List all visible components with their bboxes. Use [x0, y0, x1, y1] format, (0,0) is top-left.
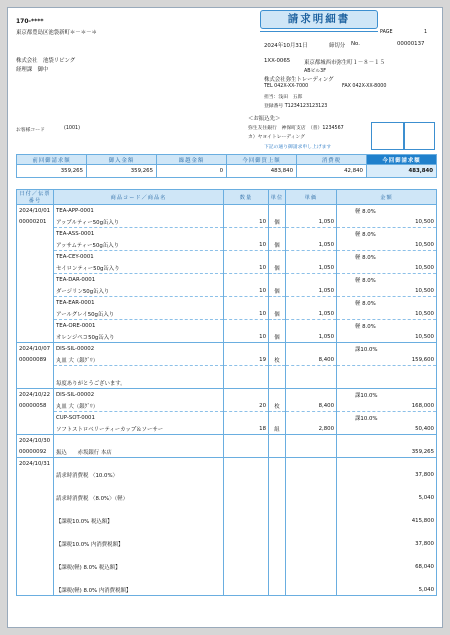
stamp-box-left: [371, 122, 404, 150]
row-amount: [337, 573, 437, 585]
bank-heading: ＜お振込先＞: [248, 116, 281, 122]
row-date: 00000092: [17, 446, 54, 458]
row-amount: 軽 8.0%: [337, 251, 437, 263]
table-row: [17, 527, 437, 539]
row-qty: 10: [224, 308, 269, 320]
row-item: [54, 550, 224, 562]
row-price: [286, 228, 337, 240]
row-item: TEA-ORE-0001: [54, 320, 224, 332]
row-qty: [224, 458, 269, 470]
table-row: [17, 458, 437, 470]
row-qty: [224, 320, 269, 332]
row-unit: [269, 435, 286, 447]
row-unit: 個: [269, 285, 286, 297]
row-qty: [224, 297, 269, 309]
sender-person: 担当：浅田 五郎: [264, 95, 303, 100]
row-date: [17, 469, 54, 481]
bank-account: カ）ヤヨイトレーディング: [248, 135, 305, 140]
row-qty: [224, 366, 269, 378]
table-row: [17, 538, 437, 550]
sender-address: 東京都城西市弥生町１－８－１５: [304, 60, 385, 66]
row-date: [17, 274, 54, 286]
row-qty: [224, 550, 269, 562]
table-row: [17, 435, 437, 447]
row-unit: [269, 458, 286, 470]
row-price: [286, 377, 337, 389]
row-unit: [269, 481, 286, 493]
row-qty: [224, 561, 269, 573]
row-unit: [269, 343, 286, 355]
row-date: 2024/10/31: [17, 458, 54, 470]
row-unit: 枚: [269, 400, 286, 412]
row-unit: 組: [269, 423, 286, 435]
summary-value: 359,265: [87, 165, 157, 178]
row-amount: 10,500: [337, 262, 437, 274]
row-amount: 10,500: [337, 308, 437, 320]
row-item: TEA-CEY-0001: [54, 251, 224, 263]
row-qty: [224, 389, 269, 401]
row-price: [286, 458, 337, 470]
row-date: [17, 297, 54, 309]
table-row: [17, 331, 437, 343]
table-row: [17, 366, 437, 378]
row-item: DIS-SIL-00002: [54, 389, 224, 401]
table-row: [17, 377, 437, 389]
row-item: 請求時消費税 〈10.0%〉: [54, 469, 224, 481]
table-row: [17, 251, 437, 263]
postal-code: 170-****: [16, 18, 44, 25]
table-row: [17, 205, 437, 217]
row-price: [286, 527, 337, 539]
registration-number: 登録番号 T1234123123123: [264, 104, 328, 109]
row-item: 請求時消費税 〈8.0%〉（軽）: [54, 492, 224, 504]
closing-label: 締切分: [329, 43, 346, 49]
row-price: [286, 550, 337, 562]
sender-postal: 1XX-0065: [264, 58, 291, 64]
row-price: [286, 538, 337, 550]
row-qty: [224, 435, 269, 447]
row-date: 2024/10/22: [17, 389, 54, 401]
table-row: [17, 239, 437, 251]
detail-header-qty: 数量: [224, 190, 269, 205]
row-unit: [269, 561, 286, 573]
recipient-address: 東京都豊島区池袋新町＊－＊－＊: [16, 30, 97, 36]
row-date: [17, 366, 54, 378]
row-date: [17, 331, 54, 343]
table-row: [17, 400, 437, 412]
row-unit: [269, 297, 286, 309]
row-amount: [337, 458, 437, 470]
row-qty: [224, 251, 269, 263]
row-qty: [224, 492, 269, 504]
row-item: アッサムティー50g缶入り: [54, 239, 224, 251]
row-date: [17, 412, 54, 424]
row-price: 8,400: [286, 400, 337, 412]
row-amount: 軽 8.0%: [337, 274, 437, 286]
row-qty: [224, 538, 269, 550]
invoice-number: 00000137: [397, 41, 425, 47]
row-price: [286, 446, 337, 458]
row-date: [17, 527, 54, 539]
row-item: TEA-APP-0001: [54, 205, 224, 217]
row-amount: [337, 504, 437, 516]
invoice-page: [7, 7, 443, 628]
row-amount: [337, 366, 437, 378]
row-item: CUP-SOT-0001: [54, 412, 224, 424]
row-amount: 159,600: [337, 354, 437, 366]
row-item: 丸皿 大（銀ｸﾞﾘ）: [54, 400, 224, 412]
row-item: [54, 458, 224, 470]
row-qty: 10: [224, 285, 269, 297]
row-date: [17, 504, 54, 516]
row-unit: [269, 205, 286, 217]
row-amount: 50,400: [337, 423, 437, 435]
row-qty: [224, 504, 269, 516]
row-item: TEA-EAR-0001: [54, 297, 224, 309]
row-unit: [269, 412, 286, 424]
row-price: 1,050: [286, 308, 337, 320]
row-item: アールグレイ50g缶入り: [54, 308, 224, 320]
row-price: 8,400: [286, 354, 337, 366]
table-row: [17, 423, 437, 435]
row-date: 2024/10/01: [17, 205, 54, 217]
row-date: 00000201: [17, 216, 54, 228]
row-price: [286, 366, 337, 378]
row-qty: 10: [224, 216, 269, 228]
row-qty: [224, 584, 269, 596]
row-item: 丸皿 大（銀ｸﾞﾘ）: [54, 354, 224, 366]
row-amount: 課10.0%: [337, 389, 437, 401]
row-unit: [269, 389, 286, 401]
summary-table: [16, 154, 437, 178]
row-date: 2024/10/30: [17, 435, 54, 447]
row-amount: 5,040: [337, 492, 437, 504]
row-price: [286, 481, 337, 493]
row-qty: [224, 412, 269, 424]
row-qty: [224, 228, 269, 240]
row-price: [286, 412, 337, 424]
customer-code-label: お客様コード: [16, 128, 45, 133]
detail-header-item: 商品コード／商品名: [54, 190, 224, 205]
row-unit: [269, 366, 286, 378]
summary-value-total: 483,840: [367, 165, 437, 178]
row-qty: [224, 573, 269, 585]
row-qty: [224, 205, 269, 217]
row-unit: [269, 469, 286, 481]
row-unit: [269, 377, 286, 389]
row-amount: 168,000: [337, 400, 437, 412]
table-row: [17, 469, 437, 481]
row-amount: [337, 550, 437, 562]
row-amount: [337, 481, 437, 493]
table-row: [17, 297, 437, 309]
row-price: [286, 515, 337, 527]
row-amount: 軽 8.0%: [337, 228, 437, 240]
row-amount: 68,040: [337, 561, 437, 573]
table-row: [17, 228, 437, 240]
detail-header-unit: 単位: [269, 190, 286, 205]
table-row: [17, 343, 437, 355]
row-item: [54, 366, 224, 378]
summary-header: 前回御請求額: [17, 155, 87, 165]
row-date: 2024/10/07: [17, 343, 54, 355]
row-item: [54, 504, 224, 516]
row-amount: 10,500: [337, 331, 437, 343]
row-date: [17, 538, 54, 550]
row-item: 【課税(軽) 8.0% 内消費税額】: [54, 584, 224, 596]
request-note: 下記の通り御請求申し上げます: [264, 145, 332, 150]
table-row: [17, 285, 437, 297]
row-item: ダージリン50g缶入り: [54, 285, 224, 297]
row-price: 1,050: [286, 239, 337, 251]
row-item: DIS-SIL-00002: [54, 343, 224, 355]
table-row: [17, 389, 437, 401]
row-qty: 10: [224, 262, 269, 274]
summary-value: 42,840: [297, 165, 367, 178]
table-row: [17, 561, 437, 573]
row-date: [17, 228, 54, 240]
table-row: [17, 481, 437, 493]
table-row: [17, 550, 437, 562]
summary-header: 御入金額: [87, 155, 157, 165]
row-price: [286, 274, 337, 286]
row-unit: 個: [269, 239, 286, 251]
row-date: [17, 584, 54, 596]
detail-header-price: 単価: [286, 190, 337, 205]
summary-value: 0: [157, 165, 227, 178]
table-row: [17, 492, 437, 504]
invoice-no-label: No.: [351, 41, 360, 47]
row-date: [17, 251, 54, 263]
row-qty: 20: [224, 400, 269, 412]
row-date: [17, 377, 54, 389]
row-qty: 10: [224, 331, 269, 343]
row-amount: 415,800: [337, 515, 437, 527]
row-qty: [224, 377, 269, 389]
table-row: [17, 504, 437, 516]
row-qty: [224, 515, 269, 527]
row-amount: 5,040: [337, 584, 437, 596]
row-qty: 10: [224, 239, 269, 251]
row-qty: [224, 527, 269, 539]
row-unit: [269, 538, 286, 550]
row-date: [17, 308, 54, 320]
row-amount: 359,265: [337, 446, 437, 458]
row-unit: [269, 228, 286, 240]
table-row: [17, 412, 437, 424]
row-price: [286, 320, 337, 332]
sender-building: ABビル3F: [304, 69, 326, 74]
row-date: 00000089: [17, 354, 54, 366]
row-price: [286, 343, 337, 355]
sender-company: 株式会社弥生トレーディング: [264, 77, 334, 83]
row-amount: 軽 8.0%: [337, 297, 437, 309]
document-title: 請求明細書: [260, 10, 378, 29]
row-price: [286, 573, 337, 585]
row-item: 【課税10.0% 内消費税額】: [54, 538, 224, 550]
row-date: [17, 481, 54, 493]
row-unit: [269, 515, 286, 527]
row-date: [17, 239, 54, 251]
row-unit: [269, 274, 286, 286]
row-qty: [224, 446, 269, 458]
row-qty: 18: [224, 423, 269, 435]
table-row: [17, 584, 437, 596]
detail-header-date: 日付／伝票番号: [17, 190, 54, 205]
row-date: [17, 573, 54, 585]
summary-header: 消費税: [297, 155, 367, 165]
row-unit: [269, 446, 286, 458]
bank-info: 弥生友住銀行 神保町支店 （普）1234567: [248, 126, 344, 131]
row-amount: 軽 8.0%: [337, 320, 437, 332]
row-amount: 課10.0%: [337, 343, 437, 355]
row-amount: [337, 377, 437, 389]
row-unit: 枚: [269, 354, 286, 366]
row-price: 2,800: [286, 423, 337, 435]
table-row: [17, 515, 437, 527]
row-price: [286, 389, 337, 401]
row-amount: 課10.0%: [337, 412, 437, 424]
row-qty: [224, 274, 269, 286]
table-row: [17, 274, 437, 286]
page-number: 1: [424, 30, 428, 35]
row-date: [17, 285, 54, 297]
table-row: [17, 216, 437, 228]
summary-header-total: 今回御請求額: [367, 155, 437, 165]
row-item: TEA-DAR-0001: [54, 274, 224, 286]
row-amount: 10,500: [337, 239, 437, 251]
row-price: 1,050: [286, 216, 337, 228]
page-label: PAGE: [380, 30, 393, 35]
detail-header-amount: 金額: [337, 190, 437, 205]
row-price: 1,050: [286, 331, 337, 343]
summary-header: 繰越金額: [157, 155, 227, 165]
row-amount: [337, 527, 437, 539]
row-unit: [269, 320, 286, 332]
table-row: [17, 320, 437, 332]
row-item: 振込 赤坂銀行 本店: [54, 446, 224, 458]
row-price: [286, 435, 337, 447]
row-unit: [269, 527, 286, 539]
row-price: [286, 504, 337, 516]
row-unit: [269, 550, 286, 562]
row-price: [286, 561, 337, 573]
row-date: [17, 320, 54, 332]
row-item: ソフトストロベリーティーカップ＆ソーサー: [54, 423, 224, 435]
row-unit: 個: [269, 308, 286, 320]
row-qty: [224, 481, 269, 493]
row-amount: 37,800: [337, 538, 437, 550]
stamp-box-right: [404, 122, 435, 150]
row-price: 1,050: [286, 262, 337, 274]
title-underline: [260, 31, 378, 32]
row-unit: 個: [269, 216, 286, 228]
row-item: TEA-ASS-0001: [54, 228, 224, 240]
row-item: [54, 435, 224, 447]
row-qty: [224, 343, 269, 355]
row-unit: [269, 492, 286, 504]
row-amount: [337, 435, 437, 447]
row-date: [17, 561, 54, 573]
table-row: [17, 354, 437, 366]
row-unit: [269, 504, 286, 516]
row-amount: 10,500: [337, 216, 437, 228]
row-item: 【課税10.0% 税込額】: [54, 515, 224, 527]
row-date: [17, 515, 54, 527]
row-date: [17, 423, 54, 435]
table-row: [17, 446, 437, 458]
recipient-person: 経理課 御中: [16, 67, 49, 73]
row-qty: [224, 469, 269, 481]
row-price: [286, 584, 337, 596]
row-item: 【課税(軽) 8.0% 税込額】: [54, 561, 224, 573]
summary-value: 359,265: [17, 165, 87, 178]
row-unit: [269, 251, 286, 263]
row-item: [54, 527, 224, 539]
row-qty: 19: [224, 354, 269, 366]
row-item: 毎度ありがとうございます。: [54, 377, 224, 389]
table-row: [17, 308, 437, 320]
recipient-company: 株式会社 池袋リビング: [16, 58, 76, 64]
row-date: [17, 492, 54, 504]
row-date: [17, 550, 54, 562]
row-date: 00000058: [17, 400, 54, 412]
row-unit: [269, 584, 286, 596]
row-amount: 37,800: [337, 469, 437, 481]
row-item: [54, 481, 224, 493]
row-amount: 軽 8.0%: [337, 205, 437, 217]
row-item: [54, 573, 224, 585]
row-unit: 個: [269, 262, 286, 274]
table-row: [17, 262, 437, 274]
detail-table: [16, 189, 437, 596]
row-unit: [269, 573, 286, 585]
row-item: アップルティー50g缶入り: [54, 216, 224, 228]
row-item: セイロンティー50g缶入り: [54, 262, 224, 274]
sender-fax: FAX 042X-XX-8000: [342, 84, 387, 89]
row-unit: 個: [269, 331, 286, 343]
customer-code: (1001): [64, 126, 80, 131]
row-price: [286, 205, 337, 217]
row-item: オレンジペコ50g缶入り: [54, 331, 224, 343]
row-amount: 10,500: [337, 285, 437, 297]
row-price: 1,050: [286, 285, 337, 297]
invoice-date: 2024年10月31日: [264, 43, 308, 49]
row-price: [286, 297, 337, 309]
sender-tel: TEL 042X-XX-7000: [264, 84, 309, 89]
row-date: [17, 262, 54, 274]
row-price: [286, 492, 337, 504]
row-price: [286, 251, 337, 263]
summary-header: 今回御買上額: [227, 155, 297, 165]
table-row: [17, 573, 437, 585]
summary-value: 483,840: [227, 165, 297, 178]
row-price: [286, 469, 337, 481]
